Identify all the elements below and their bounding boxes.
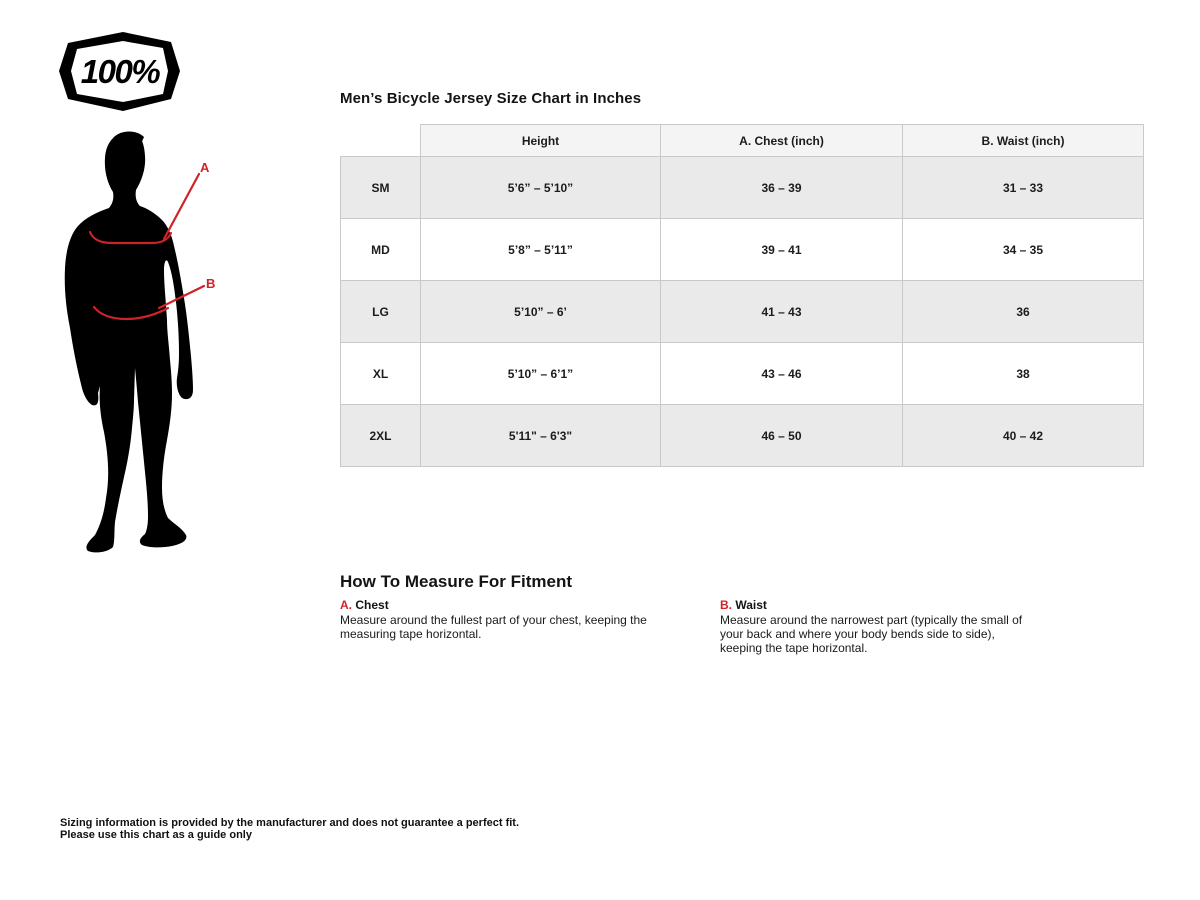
height-value: 5’10” – 6’1” (421, 343, 661, 405)
disclaimer-line-2: Please use this chart as a guide only (60, 829, 252, 841)
male-silhouette-icon (65, 131, 193, 552)
chest-value: 46 – 50 (661, 405, 903, 467)
chest-value: 43 – 46 (661, 343, 903, 405)
hair-shape (113, 131, 144, 146)
measure-chest-key: A. (340, 598, 352, 612)
height-value: 5’6” – 5’10” (421, 157, 661, 219)
size-label: MD (341, 219, 421, 281)
column-header-chest: A. Chest (inch) (661, 125, 903, 157)
measure-chest-name: Chest (355, 598, 389, 612)
waist-value: 36 (903, 281, 1144, 343)
size-chart-title: Men’s Bicycle Jersey Size Chart in Inches (340, 90, 642, 107)
waist-value: 34 – 35 (903, 219, 1144, 281)
size-label: SM (341, 157, 421, 219)
table-row-lg (341, 281, 1144, 343)
brand-logo-icon (58, 32, 185, 112)
measure-item-chest (340, 598, 670, 641)
measure-chest-title (340, 598, 670, 612)
chest-value: 36 – 39 (661, 157, 903, 219)
size-label: 2XL (341, 405, 421, 467)
waist-value: 38 (903, 343, 1144, 405)
measure-waist-name: Waist (735, 598, 767, 612)
table-corner-cell (341, 125, 421, 157)
chest-value: 41 – 43 (661, 281, 903, 343)
column-header-waist: B. Waist (inch) (903, 125, 1144, 157)
measure-waist-title (720, 598, 1030, 612)
body-silhouette-figure (60, 110, 220, 558)
chest-leader-line (164, 174, 199, 239)
disclaimer-line-1: Sizing information is provided by the manufacturer and does not guarantee a perfect fit. (60, 817, 520, 829)
table-row-2xl (341, 405, 1144, 467)
label-b: B (206, 276, 216, 291)
how-to-measure-heading: How To Measure For Fitment (340, 572, 573, 591)
waist-value: 40 – 42 (903, 405, 1144, 467)
height-value: 5’10” – 6’ (421, 281, 661, 343)
table-header-row (341, 125, 1144, 157)
table-row-sm (341, 157, 1144, 219)
sizing-disclaimer (60, 817, 519, 841)
measure-chest-description: Measure around the fullest part of your chest, keeping the measuring tape horizontal. (340, 613, 647, 641)
size-label: LG (341, 281, 421, 343)
height-value: 5’8” – 5’11” (421, 219, 661, 281)
table-row-md (341, 219, 1144, 281)
measure-item-waist (720, 598, 1030, 655)
chest-value: 39 – 41 (661, 219, 903, 281)
measure-waist-key: B. (720, 598, 732, 612)
logo-text: 100% (80, 53, 160, 90)
height-value: 5'11" – 6'3" (421, 405, 661, 467)
label-a: A (200, 160, 210, 175)
measure-waist-description: Measure around the narrowest part (typically the small of your back and where your body bends side to side), keeping the tape horizontal. (720, 613, 1023, 655)
size-label: XL (341, 343, 421, 405)
table-row-xl (341, 343, 1144, 405)
column-header-height: Height (421, 125, 661, 157)
waist-value: 31 – 33 (903, 157, 1144, 219)
size-chart-table (340, 124, 1144, 467)
